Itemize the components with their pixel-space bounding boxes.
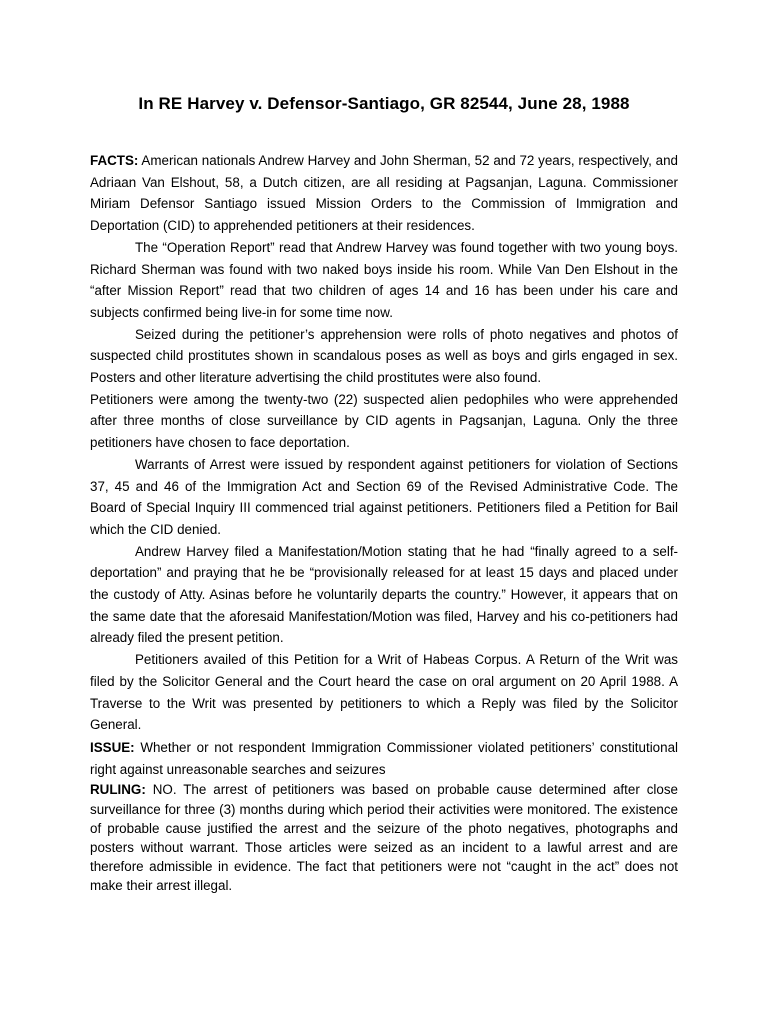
manifestation-paragraph: Andrew Harvey filed a Manifestation/Motion stating that he had “finally agreed to a self-deportation” and praying that he be “provisionally released for at least 15 days and placed under the custody of Atty. Asinas before he voluntarily departs the country.” However, it appears that on the same date that the aforesaid Manifestation/Motion was filed, Harvey and his co-petitioners had already filed the present petition. (90, 543, 678, 646)
warrants-paragraph: Warrants of Arrest were issued by respondent against petitioners for violation of Sections 37, 45 and 46 of the Immigration Act and Section 69 of the Revised Administrative Code. The Board of Special Inquiry III commenced trial against petitioners. Petitioners filed a Petition for Bail which the CID denied. (90, 456, 678, 537)
operation-report-paragraph: The “Operation Report” read that Andrew Harvey was found together with two young boys. Richard Sherman was found with two naked boys inside his room. While Van Den Elshout in the “after Mission Report” read that two children of ages 14 and 16 has been under his care and subjects confirmed being live-in for some time now. (90, 239, 678, 320)
facts-text: American nationals Andrew Harvey and John Sherman, 52 and 72 years, respectively, and Adriaan Van Elshout, 58, a Dutch citizen, are all residing at Pagsanjan, Laguna. Commissioner Miriam Defensor Santiago issued Mission Orders to the Commission of Immigration and Deportation (CID) to apprehended petitioners at their residences. (90, 153, 678, 234)
document-body (90, 150, 678, 896)
document-title: In RE Harvey v. Defensor-Santiago, GR 82544, June 28, 1988 (138, 94, 630, 113)
facts-paragraph (90, 150, 678, 237)
seized-items-paragraph: Seized during the petitioner’s apprehension were rolls of photo negatives and photos of suspected child prostitutes shown in scandalous poses as well as boys and girls engaged in sex. Posters and other literature advertising the child prostitutes were also found. (90, 326, 678, 386)
petitioners-paragraph: Petitioners were among the twenty-two (22) suspected alien pedophiles who were apprehended after three months of close surveillance by CID agents in Pagsanjan, Laguna. Only the three petitioners have chosen to face deportation. (90, 391, 678, 451)
issue-paragraph (90, 737, 678, 780)
issue-label: ISSUE: (90, 739, 135, 755)
issue-text: Whether or not respondent Immigration Commissioner violated petitioners’ constitutional right against unreasonable searches and seizures (90, 739, 678, 777)
ruling-text: NO. The arrest of petitioners was based on probable cause determined after close surveillance for three (3) months during which period their activities were monitored. The existence of probable cause justified the arrest and the seizure of the photo negatives, photographs and posters without warrant. Those articles were seized as an incident to a lawful arrest and are therefore admissible in evidence. The fact that petitioners were not “caught in the act” does not make their arrest illegal. (90, 782, 678, 894)
habeas-corpus-paragraph: Petitioners availed of this Petition for a Writ of Habeas Corpus. A Return of the Writ was filed by the Solicitor General and the Court heard the case on oral argument on 20 April 1988. A Traverse to the Writ was presented by petitioners to which a Reply was filed by the Solicitor General. (90, 652, 678, 733)
ruling-paragraph (90, 780, 678, 895)
facts-label: FACTS: (90, 153, 139, 168)
ruling-label: RULING: (90, 782, 146, 798)
